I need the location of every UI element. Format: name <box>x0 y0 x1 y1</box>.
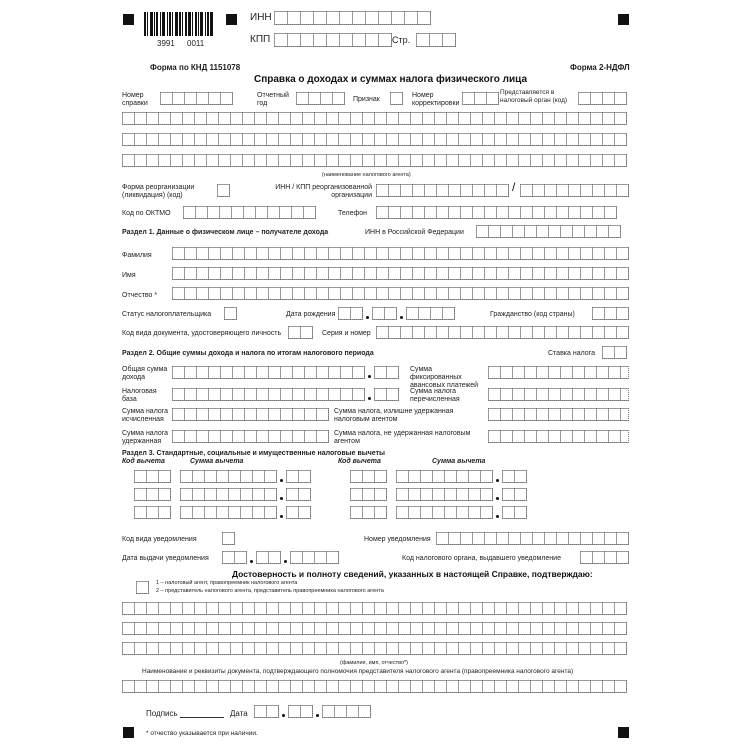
form-title: Справка о доходах и суммах налога физического лица <box>254 74 528 85</box>
corner-marker-bottom-left <box>123 727 134 738</box>
tax-transferred-label: Сумма налога перечисленная <box>410 388 460 403</box>
corner-marker-top-left <box>123 14 134 25</box>
deduction-sum-col-1[interactable] <box>180 488 277 501</box>
signature-line[interactable] <box>180 717 224 718</box>
tax-rate-field[interactable] <box>602 346 627 359</box>
knd-code: Форма по КНД 1151078 <box>150 63 241 72</box>
agent-name-row-2[interactable] <box>122 133 627 146</box>
inn-field[interactable] <box>274 11 431 25</box>
notice-code-field[interactable] <box>222 532 235 545</box>
doc-code-field[interactable] <box>288 326 313 339</box>
tax-excess-label: Сумма налога, излишне удержанная налоговым агентом <box>334 408 454 423</box>
decimal-dot <box>368 397 371 400</box>
phone-field[interactable] <box>376 206 617 219</box>
citizenship-label: Гражданство (код страны) <box>490 311 575 318</box>
decimal-dot <box>496 479 499 482</box>
signer-name-row-1[interactable] <box>122 602 627 615</box>
inn-rf-field[interactable] <box>476 225 621 238</box>
deduction-sum-header: Сумма вычета <box>190 458 244 465</box>
patronymic-field[interactable] <box>172 287 629 300</box>
confirmation-title: Достоверность и полноту сведений, указанных в настоящей Справке, подтверждаю: <box>232 569 593 579</box>
corner-marker-top-far-right <box>618 14 629 25</box>
section3-title: Раздел 3. Стандартные, социальные и имущественные налоговые вычеты <box>122 450 386 457</box>
fio-caption: (фамилия, имя, отчество*) <box>340 660 409 666</box>
confirmer-option-1: 1 – налоговый агент, правопреемник налогового агента <box>156 580 298 586</box>
notice-number-label: Номер уведомления <box>364 536 431 543</box>
tax-rate-label: Ставка налога <box>548 350 595 357</box>
patronymic-label: Отчество * <box>122 292 158 299</box>
birth-year-field[interactable] <box>406 307 455 320</box>
tax-transferred-field[interactable] <box>488 388 629 401</box>
certificate-number-label: Номер справки <box>122 92 148 107</box>
section1-title: Раздел 1. Данные о физическом лице – получателе дохода <box>122 229 329 236</box>
deduction-code-col-1[interactable] <box>134 488 171 501</box>
notice-date-label: Дата выдачи уведомления <box>122 555 209 562</box>
kpp-field[interactable] <box>274 33 392 47</box>
deduction-kop-col-1[interactable] <box>286 470 311 483</box>
barcode <box>144 12 213 36</box>
inn-label: ИНН <box>250 12 272 23</box>
signer-name-row-3[interactable] <box>122 642 627 655</box>
date-label: Дата <box>230 709 248 718</box>
deduction-sum-col-1[interactable] <box>180 470 277 483</box>
sign-month-field[interactable] <box>288 705 313 718</box>
tax-office-code-field[interactable] <box>578 92 627 105</box>
corner-marker-top-right <box>226 14 237 25</box>
birth-day-field[interactable] <box>338 307 363 320</box>
deduction-code-col-1[interactable] <box>134 506 171 519</box>
reorg-inn-kpp-label: ИНН / КПП реорганизованной организации <box>275 184 372 199</box>
birth-month-field[interactable] <box>372 307 397 320</box>
deduction-kop-col-1[interactable] <box>286 506 311 519</box>
footnote: * отчество указывается при наличии. <box>146 730 258 737</box>
deduction-sum-col-1[interactable] <box>180 506 277 519</box>
decimal-dot <box>496 515 499 518</box>
decimal-dot <box>280 515 283 518</box>
oktmo-field[interactable] <box>183 206 316 219</box>
date-dot <box>284 560 287 563</box>
authority-doc-row-1[interactable] <box>122 680 627 693</box>
confirmer-type-field[interactable] <box>136 581 149 594</box>
tax-excess-field[interactable] <box>488 408 629 421</box>
reorg-form-label: Форма реорганизации (ликвидация) (код) <box>122 184 195 199</box>
doc-code-label: Код вида документа, удостоверяющего личность <box>122 330 282 337</box>
tax-base-kopecks[interactable] <box>374 388 399 401</box>
form-name: Форма 2-НДФЛ <box>570 63 630 72</box>
surname-label: Фамилия <box>122 252 152 259</box>
deduction-code-header: Код вычета <box>122 458 165 465</box>
certificate-number-field[interactable] <box>160 92 233 105</box>
deduction-code-col-2[interactable] <box>350 506 387 519</box>
sign-year-field[interactable] <box>322 705 371 718</box>
agent-caption: (наименование налогового агента) <box>322 172 411 178</box>
deduction-code-col-2[interactable] <box>350 488 387 501</box>
deduction-code-col-2[interactable] <box>350 470 387 483</box>
notice-number-field[interactable] <box>436 532 629 545</box>
notice-year-field[interactable] <box>290 551 339 564</box>
fixed-advance-label: Сумма фиксированных авансовых платежей <box>410 366 479 389</box>
sign-field[interactable] <box>390 92 403 105</box>
deduction-sum-header-2: Сумма вычета <box>432 458 486 465</box>
citizenship-field[interactable] <box>592 307 629 320</box>
page-label: Стр. <box>392 35 411 45</box>
total-income-kopecks[interactable] <box>374 366 399 379</box>
reorg-inn-field[interactable] <box>376 184 509 197</box>
inn-rf-label: ИНН в Российской Федерации <box>365 229 464 236</box>
barcode-number-left: 3991 <box>157 39 175 48</box>
sign-label: Признак <box>353 96 380 103</box>
page-number-field[interactable] <box>416 33 456 47</box>
issuing-office-field[interactable] <box>580 551 629 564</box>
sign-day-field[interactable] <box>254 705 279 718</box>
date-dot <box>282 714 285 717</box>
kpp-label: КПП <box>250 34 271 45</box>
decimal-dot <box>496 497 499 500</box>
report-year-field[interactable] <box>296 92 345 105</box>
deduction-kop-col-2[interactable] <box>502 470 527 483</box>
notice-code-label: Код вида уведомления <box>122 536 197 543</box>
deduction-kop-col-1[interactable] <box>286 488 311 501</box>
series-number-field[interactable] <box>376 326 629 339</box>
phone-label: Телефон <box>338 210 368 217</box>
oktmo-label: Код по ОКТМО <box>122 210 171 217</box>
authority-doc-caption: Наименование и реквизиты документа, подтверждающего полномочия представителя налогового агента (правопреемника налогового агента) <box>142 668 574 675</box>
tax-calculated-field[interactable] <box>172 408 329 421</box>
deduction-code-header-2: Код вычета <box>338 458 381 465</box>
inn-kpp-separator: / <box>512 180 516 194</box>
tax-base-field[interactable] <box>172 388 365 401</box>
confirmer-option-2: 2 – представитель налогового агента, представитель правопреемника налогового агента <box>156 588 384 594</box>
notice-month-field[interactable] <box>256 551 281 564</box>
issuing-office-label: Код налогового органа, выдавшего уведомление <box>402 555 561 562</box>
deduction-sum-col-2[interactable] <box>396 470 493 483</box>
series-number-label: Серия и номер <box>322 330 371 337</box>
signer-name-row-2[interactable] <box>122 622 627 635</box>
section2-title: Раздел 2. Общие суммы дохода и налога по итогам налогового периода <box>122 350 374 357</box>
notice-day-field[interactable] <box>222 551 247 564</box>
deduction-sum-col-2[interactable] <box>396 506 493 519</box>
deduction-code-col-1[interactable] <box>134 470 171 483</box>
decimal-dot <box>368 375 371 378</box>
tax-withheld-label: Сумма налога удержанная <box>122 430 169 445</box>
taxpayer-status-field[interactable] <box>224 307 237 320</box>
decimal-dot <box>280 479 283 482</box>
corner-marker-bottom-right <box>618 727 629 738</box>
reorg-form-field[interactable] <box>217 184 230 197</box>
barcode-number-right: 0011 <box>187 39 205 48</box>
tax-calculated-label: Сумма налога исчисленная <box>122 408 169 423</box>
tax-base-label: Налоговая база <box>122 388 157 403</box>
name-field[interactable] <box>172 267 629 280</box>
tax-withheld-field[interactable] <box>172 430 329 443</box>
agent-name-row-3[interactable] <box>122 154 627 167</box>
birth-date-label: Дата рождения <box>286 311 336 318</box>
submitted-to-label: Представляется в налоговый орган (код) <box>500 89 568 104</box>
correction-number-label: Номер корректировки <box>412 92 460 107</box>
total-income-field[interactable] <box>172 366 365 379</box>
deduction-kop-col-2[interactable] <box>502 506 527 519</box>
reorg-kpp-field[interactable] <box>520 184 629 197</box>
agent-name-row-1[interactable] <box>122 112 627 125</box>
surname-field[interactable] <box>172 247 629 260</box>
correction-number-field[interactable] <box>462 92 499 105</box>
date-dot <box>316 714 319 717</box>
deduction-kop-col-2[interactable] <box>502 488 527 501</box>
date-dot <box>366 316 369 319</box>
deduction-sum-col-2[interactable] <box>396 488 493 501</box>
decimal-dot <box>280 497 283 500</box>
signature-label: Подпись <box>146 709 178 718</box>
report-year-label: Отчетный год <box>257 92 289 107</box>
name-label: Имя <box>122 272 136 279</box>
date-dot <box>400 316 403 319</box>
date-dot <box>250 560 253 563</box>
total-income-label: Общая сумма дохода <box>122 366 168 381</box>
taxpayer-status-label: Статус налогоплательщика <box>122 311 212 318</box>
fixed-advance-field[interactable] <box>488 366 629 379</box>
tax-not-withheld-label: Сумма налога, не удержанная налоговым агентом <box>334 430 471 445</box>
tax-not-withheld-field[interactable] <box>488 430 629 443</box>
